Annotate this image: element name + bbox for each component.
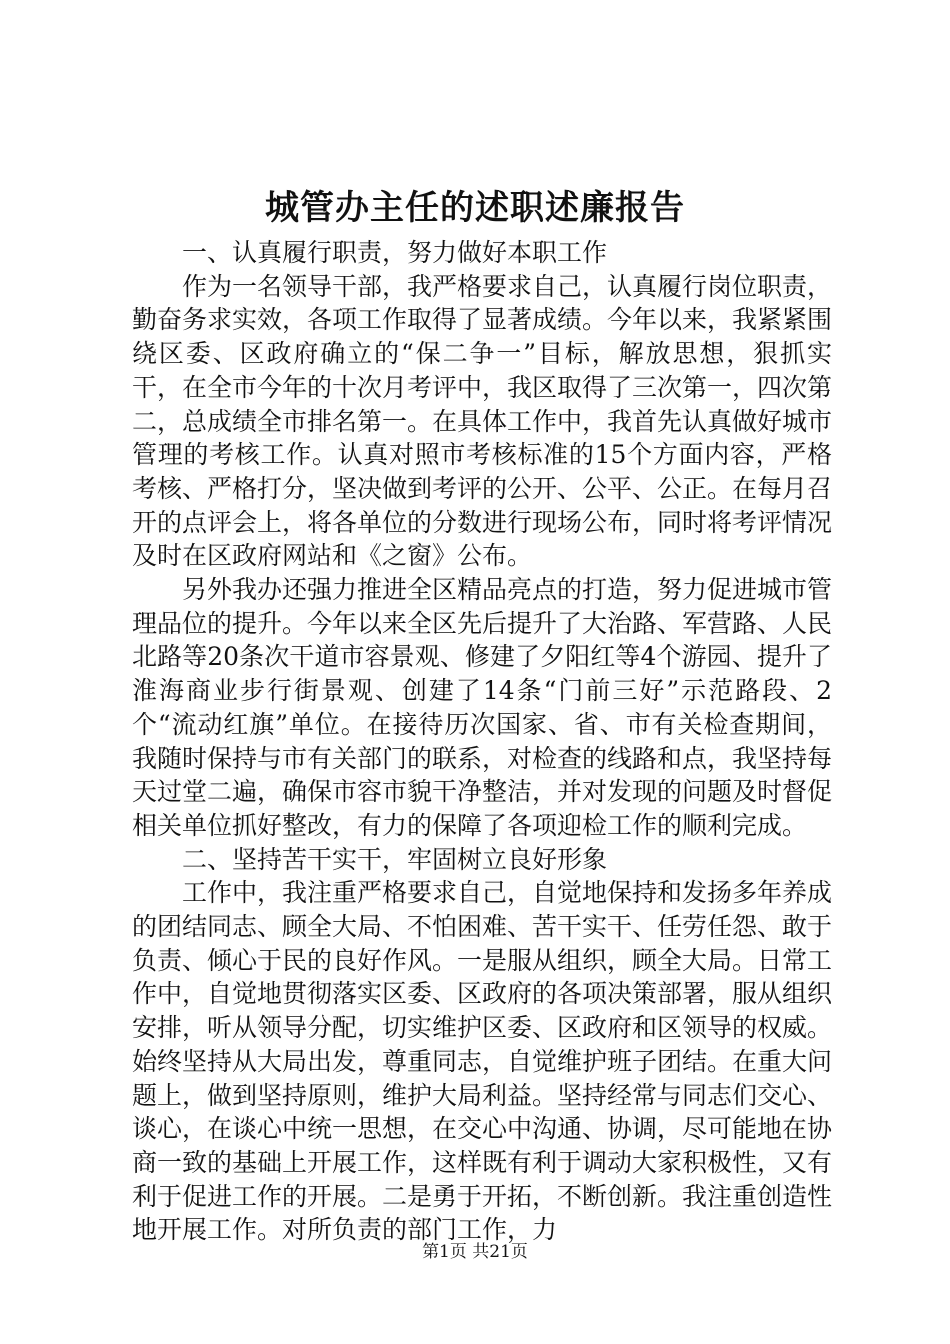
paragraph-2: 另外我办还强力推进全区精品亮点的打造，努力促进城市管理品位的提升。今年以来全区先后提升了大治路、军营路、人民北路等20条次干道市容景观、修建了夕阳红等4个游园、提升了淮海商业步行街景观、创建了14条“门前三好”示范路段、2个“流动红旗”单位。在接待历次国家、省、市有关检查期间，我随时保持与市有关部门的联系，对检查的线路和点，我坚持每天过堂二遍，确保市容市貌干净整洁，并对发现的问题及时督促相关单位抓好整改，有力的保障了各项迎检工作的顺利完成。 bbox=[132, 575, 833, 840]
document-title: 城管办主任的述职述廉报告 bbox=[265, 188, 685, 228]
document-body bbox=[132, 236, 832, 1247]
paragraph-1: 作为一名领导干部，我严格要求自己，认真履行岗位职责，勤奋务求实效，各项工作取得了显著成绩。今年以来，我紧紧围绕区委、区政府确立的“保二争一”目标，解放思想，狠抓实干，在全市今年的十次月考评中，我区取得了三次第一，四次第二，总成绩全市排名第一。在具体工作中，我首先认真做好城市管理的考核工作。认真对照市考核标准的15个方面内容，严格考核、严格打分，坚决做到考评的公开、公平、公正。在每月召开的点评会上，将各单位的分数进行现场公布，同时将考评情况及时在区政府网站和《之窗》公布。 bbox=[132, 271, 833, 571]
page-footer: 第1页 共21页 bbox=[422, 1242, 528, 1262]
section-heading-2: 二、坚持苦干实干，牢固树立良好形象 bbox=[182, 844, 608, 874]
paragraph-3: 工作中，我注重严格要求自己，自觉地保持和发扬多年养成的团结同志、顾全大局、不怕困难、苦干实干、任劳任怨、敢于负责、倾心于民的良好作风。一是服从组织，顾全大局。日常工作中，自觉地贯彻落实区委、区政府的各项决策部署，服从组织安排，听从领导分配，切实维护区委、区政府和区领导的权威。始终坚持从大局出发，尊重同志，自觉维护班子团结。在重大问题上，做到坚持原则，维护大局利益。坚持经常与同志们交心、谈心，在谈心中统一思想，在交心中沟通、协调，尽可能地在协商一致的基础上开展工作，这样既有利于调动大家积极性，又有利于促进工作的开展。二是勇于开拓，不断创新。我注重创造性地开展工作。对所负责的部门工作，力 bbox=[132, 878, 833, 1245]
section-heading-1: 一、认真履行职责，努力做好本职工作 bbox=[182, 238, 608, 267]
